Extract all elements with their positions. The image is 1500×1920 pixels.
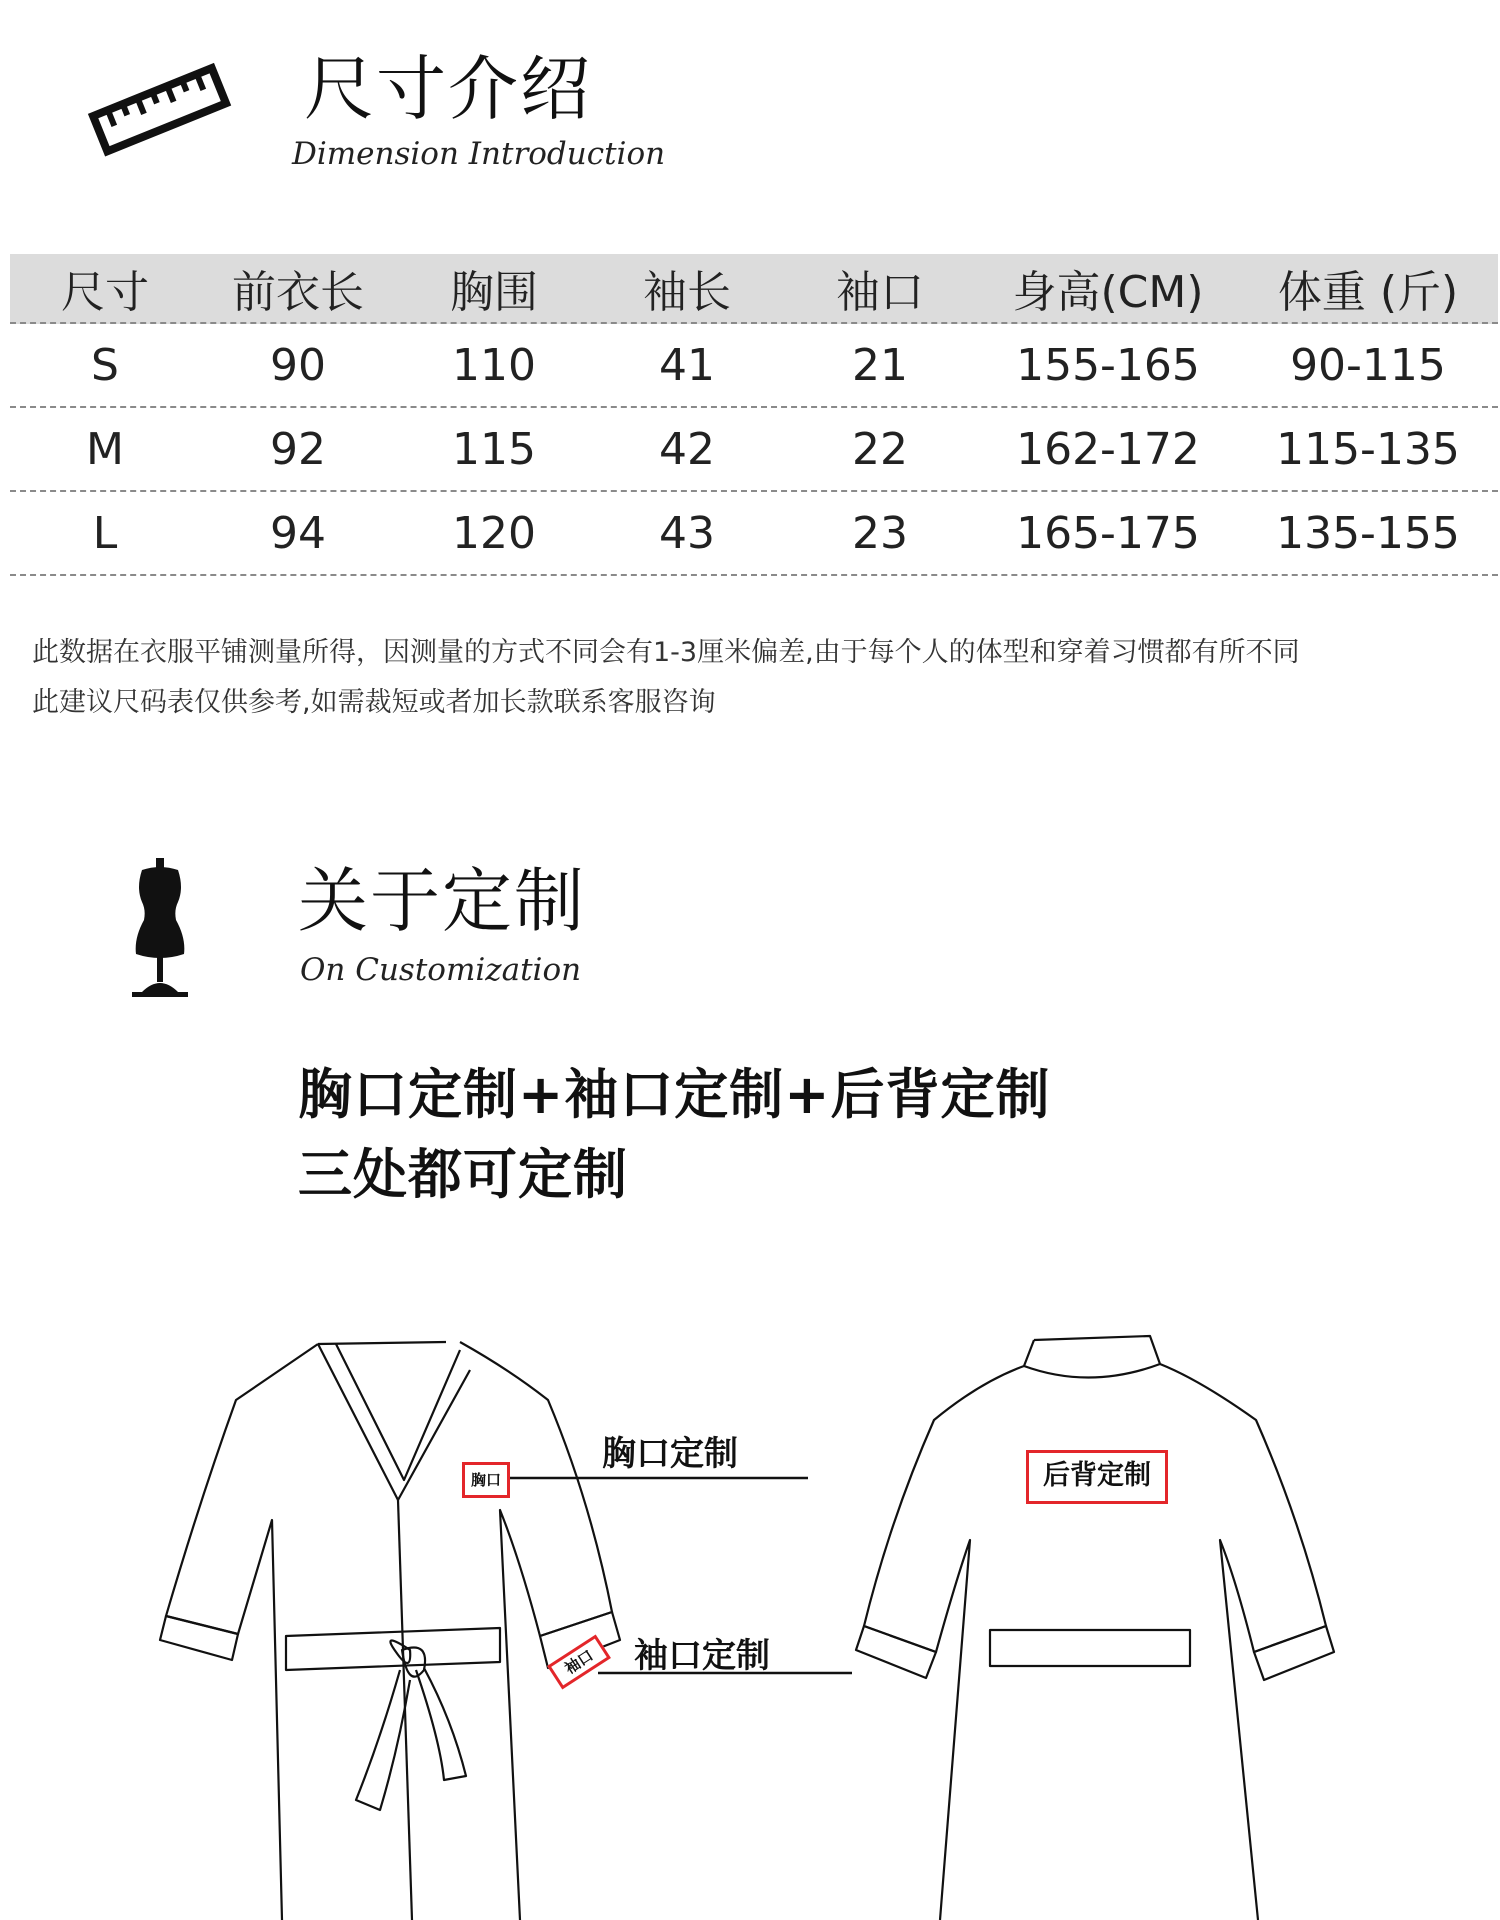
sleeve-length-cell: 41: [659, 339, 715, 391]
front-length-cell: 94: [270, 507, 326, 559]
size-table-header: [10, 254, 1498, 324]
mannequin-icon: [128, 858, 192, 998]
cuff-custom-tag: 袖口: [547, 1634, 611, 1689]
table-row: [10, 324, 1498, 408]
section-title-customization: 关于定制: [298, 860, 586, 942]
front-length-cell: 92: [270, 423, 326, 475]
header-size: 尺寸: [61, 267, 149, 318]
customization-summary: 三处都可定制: [298, 1143, 628, 1206]
section-subtitle-customization: On Customization: [300, 952, 582, 988]
front-length-cell: 90: [270, 339, 326, 391]
measurement-note-line2: 此建议尺码表仅供参考,如需裁短或者加长款联系客服咨询: [32, 687, 716, 718]
height-cell: 165-175: [1016, 507, 1200, 559]
size-table: [10, 254, 1498, 576]
header-cuff: 袖口: [836, 267, 924, 318]
weight-cell: 90-115: [1290, 339, 1446, 391]
height-cell: 162-172: [1016, 423, 1200, 475]
table-row: [10, 408, 1498, 492]
chest-custom-label: 胸口定制: [602, 1434, 738, 1474]
size-cell: M: [86, 423, 124, 475]
size-cell: S: [91, 339, 119, 391]
chest-cell: 120: [452, 507, 536, 559]
chest-cell: 110: [452, 339, 536, 391]
size-cell: L: [92, 507, 118, 559]
header-weight: 体重 (斤): [1277, 267, 1459, 318]
robe-front-illustration: [0, 1320, 1500, 1920]
customization-options: 胸口定制+袖口定制+后背定制: [298, 1063, 1051, 1126]
cuff-cell: 21: [852, 339, 908, 391]
cuff-cell: 22: [852, 423, 908, 475]
cuff-custom-label: 袖口定制: [634, 1636, 770, 1676]
chest-cell: 115: [452, 423, 536, 475]
section-subtitle-dimension: Dimension Introduction: [292, 136, 666, 172]
header-front-length: 前衣长: [232, 267, 364, 318]
measurement-note-line1: 此数据在衣服平铺测量所得，因测量的方式不同会有1-3厘米偏差,由于每个人的体型和穿着习惯都有所不同: [32, 637, 1300, 668]
header-chest: 胸围: [450, 267, 538, 318]
section-title-dimension: 尺寸介绍: [304, 48, 592, 130]
sleeve-length-cell: 42: [659, 423, 715, 475]
height-cell: 155-165: [1016, 339, 1200, 391]
chest-custom-tag: 胸口: [462, 1462, 510, 1498]
back-custom-tag: 后背定制: [1026, 1450, 1168, 1504]
sleeve-length-cell: 43: [659, 507, 715, 559]
table-row: [10, 492, 1498, 576]
header-sleeve-length: 袖长: [643, 267, 731, 318]
weight-cell: 135-155: [1276, 507, 1460, 559]
weight-cell: 115-135: [1276, 423, 1460, 475]
cuff-cell: 23: [852, 507, 908, 559]
ruler-icon: [84, 56, 234, 166]
header-height: 身高(CM): [1012, 267, 1204, 318]
